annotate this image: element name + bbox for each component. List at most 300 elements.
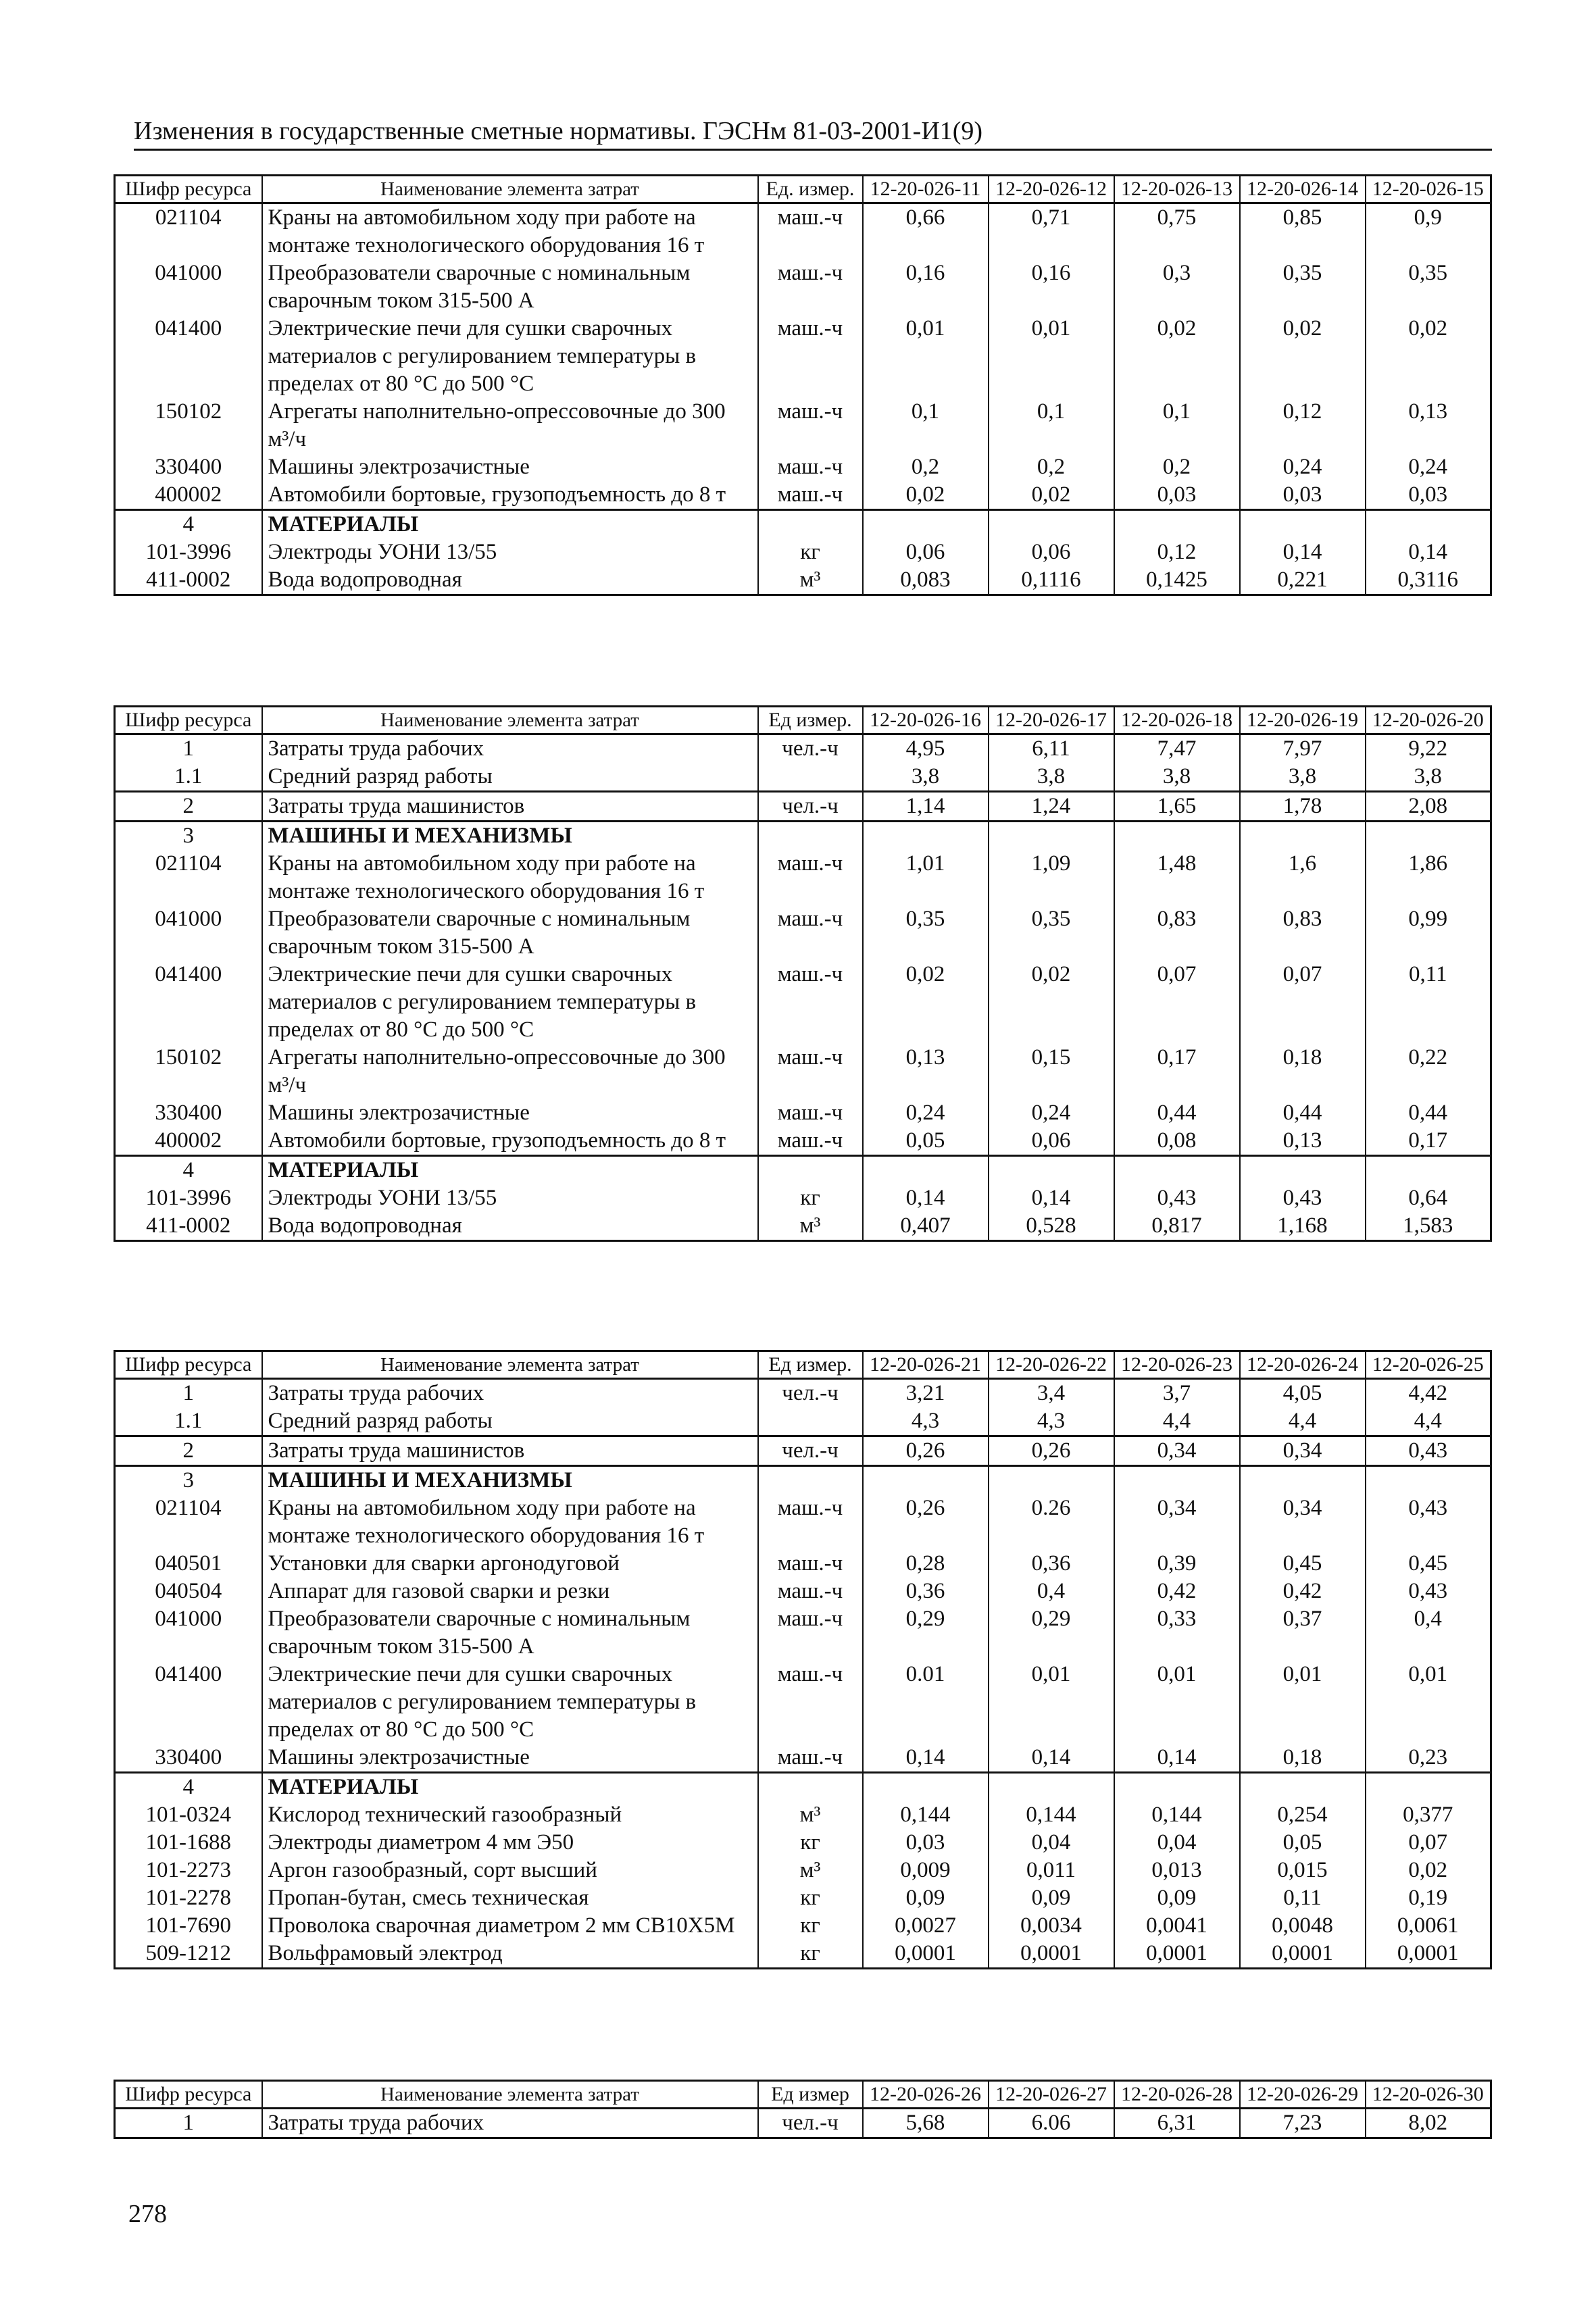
norm-value: 0,13 <box>1366 398 1491 453</box>
norm-value: 0,12 <box>1114 538 1240 566</box>
column-header-unit: Ед измер <box>758 2081 863 2109</box>
resource-code: 101-3996 <box>115 538 262 566</box>
resource-code: 4 <box>115 1156 262 1185</box>
resource-code: 330400 <box>115 1744 262 1773</box>
norm-value: 0,083 <box>863 566 989 595</box>
norm-value: 0,02 <box>863 481 989 510</box>
norm-value: 0,02 <box>863 961 989 1044</box>
unit: маш.-ч <box>758 203 863 260</box>
unit: маш.-ч <box>758 259 863 315</box>
resource-name: Электрические печи для сушки сварочных материалов с регулированием температуры в пределах от 80 °С до 500 °С <box>262 1661 758 1744</box>
resource-name: Пропан-бутан, смесь техническая <box>262 1884 758 1912</box>
norm-value: 4,05 <box>1240 1379 1366 1408</box>
table-row <box>115 1212 1491 1241</box>
resource-code: 021104 <box>115 850 262 905</box>
norm-table-block-1 <box>114 174 1491 596</box>
norm-value: 0,05 <box>1240 1829 1366 1857</box>
resource-name: Затраты труда рабочих <box>262 2109 758 2138</box>
norm-table-block-3 <box>114 1350 1491 1969</box>
norm-value: 1,86 <box>1366 850 1491 905</box>
unit <box>758 763 863 792</box>
resource-name: Проволока сварочная диаметром 2 мм СВ10Х5М <box>262 1912 758 1940</box>
norm-value: 0,13 <box>1240 1127 1366 1156</box>
resource-name: Установки для сварки аргонодуговой <box>262 1550 758 1578</box>
norm-value <box>1114 1773 1240 1802</box>
section-row <box>115 1466 1491 1495</box>
norm-value: 0,04 <box>989 1829 1114 1857</box>
resource-name: Краны на автомобильном ходу при работе на монтаже технологического оборудования 16 т <box>262 850 758 905</box>
norm-table <box>114 1350 1492 1969</box>
norm-value: 0,2 <box>863 453 989 481</box>
section-title: МАТЕРИАЛЫ <box>262 1773 758 1802</box>
norm-value: 3,8 <box>1366 763 1491 792</box>
norm-value: 0,144 <box>863 1801 989 1829</box>
norm-value <box>989 510 1114 539</box>
resource-code: 041000 <box>115 259 262 315</box>
table-row <box>115 1578 1491 1605</box>
norm-value: 0,19 <box>1366 1884 1491 1912</box>
table-row <box>115 1884 1491 1912</box>
resource-code: 411-0002 <box>115 1212 262 1241</box>
norm-value: 0,85 <box>1240 203 1366 260</box>
unit: м³ <box>758 1801 863 1829</box>
norm-value: 3,7 <box>1114 1379 1240 1408</box>
norm-value <box>1366 1156 1491 1185</box>
norm-value: 0,254 <box>1240 1801 1366 1829</box>
norm-value: 0,03 <box>1240 481 1366 510</box>
resource-name: Затраты труда рабочих <box>262 734 758 763</box>
norm-value: 0,12 <box>1240 398 1366 453</box>
resource-name: Электроды УОНИ 13/55 <box>262 1184 758 1212</box>
section-row <box>115 822 1491 851</box>
norm-value: 6.06 <box>989 2109 1114 2138</box>
norm-value: 0,14 <box>1240 538 1366 566</box>
norm-value <box>1240 510 1366 539</box>
column-header-norm-code: 12-20-026-21 <box>863 1351 989 1379</box>
table-row <box>115 1605 1491 1661</box>
norm-value: 0,36 <box>989 1550 1114 1578</box>
column-header-norm-code: 12-20-026-13 <box>1114 176 1240 203</box>
norm-table-block-2 <box>114 705 1491 1242</box>
norm-value: 0,43 <box>1366 1436 1491 1466</box>
norm-value: 0,144 <box>989 1801 1114 1829</box>
norm-value: 0,35 <box>1240 259 1366 315</box>
norm-value: 0,22 <box>1366 1044 1491 1099</box>
norm-value: 0,34 <box>1240 1436 1366 1466</box>
unit: кг <box>758 538 863 566</box>
norm-table <box>114 705 1492 1242</box>
table-row <box>115 1912 1491 1940</box>
norm-value: 0,18 <box>1240 1744 1366 1773</box>
norm-value <box>989 1466 1114 1495</box>
norm-value: 0,15 <box>989 1044 1114 1099</box>
resource-code: 041000 <box>115 1605 262 1661</box>
table-row <box>115 398 1491 453</box>
unit: маш.-ч <box>758 315 863 398</box>
column-header-code: Шифр ресурса <box>115 1351 262 1379</box>
norm-value <box>1366 822 1491 851</box>
section-row <box>115 1773 1491 1802</box>
table-row <box>115 1436 1491 1466</box>
unit: маш.-ч <box>758 1605 863 1661</box>
resource-code: 2 <box>115 1436 262 1466</box>
unit: маш.-ч <box>758 1127 863 1156</box>
norm-value: 0,07 <box>1240 961 1366 1044</box>
norm-value: 0,377 <box>1366 1801 1491 1829</box>
column-header-norm-code: 12-20-026-22 <box>989 1351 1114 1379</box>
resource-name: Преобразователи сварочные с номинальным сварочным током 315-500 А <box>262 905 758 961</box>
table-row <box>115 1099 1491 1127</box>
resource-code: 3 <box>115 1466 262 1495</box>
table-row <box>115 1940 1491 1969</box>
resource-code: 1.1 <box>115 763 262 792</box>
resource-name: Краны на автомобильном ходу при работе на монтаже технологического оборудования 16 т <box>262 203 758 260</box>
unit: маш.-ч <box>758 398 863 453</box>
unit: м³ <box>758 566 863 595</box>
resource-name: Вода водопроводная <box>262 1212 758 1241</box>
norm-value: 0,14 <box>989 1184 1114 1212</box>
table-row <box>115 1407 1491 1436</box>
norm-value: 0,03 <box>1114 481 1240 510</box>
norm-value: 0,14 <box>863 1744 989 1773</box>
unit: чел.-ч <box>758 734 863 763</box>
norm-value: 0,24 <box>989 1099 1114 1127</box>
unit: м³ <box>758 1857 863 1884</box>
column-header-norm-code: 12-20-026-24 <box>1240 1351 1366 1379</box>
resource-code: 101-3996 <box>115 1184 262 1212</box>
norm-value: 0,16 <box>863 259 989 315</box>
unit: маш.-ч <box>758 905 863 961</box>
column-header-norm-code: 12-20-026-26 <box>863 2081 989 2109</box>
norm-value: 2,08 <box>1366 792 1491 822</box>
norm-value: 5,68 <box>863 2109 989 2138</box>
header-row <box>115 2081 1491 2109</box>
norm-value: 1,24 <box>989 792 1114 822</box>
norm-value: 1,583 <box>1366 1212 1491 1241</box>
norm-value: 0,2 <box>1114 453 1240 481</box>
norm-value: 0,07 <box>1366 1829 1491 1857</box>
resource-code: 509-1212 <box>115 1940 262 1969</box>
table-row <box>115 1857 1491 1884</box>
resource-code: 101-0324 <box>115 1801 262 1829</box>
unit: маш.-ч <box>758 1578 863 1605</box>
norm-value <box>1114 1466 1240 1495</box>
resource-code: 101-7690 <box>115 1912 262 1940</box>
column-header-name: Наименование элемента затрат <box>262 176 758 203</box>
unit <box>758 1156 863 1185</box>
resource-code: 021104 <box>115 203 262 260</box>
norm-value: 0,221 <box>1240 566 1366 595</box>
unit <box>758 822 863 851</box>
norm-value: 0,1425 <box>1114 566 1240 595</box>
column-header-norm-code: 12-20-026-16 <box>863 707 989 734</box>
resource-name: Агрегаты наполнительно-опрессовочные до 300 м³/ч <box>262 398 758 453</box>
norm-value: 0,06 <box>989 1127 1114 1156</box>
table-row <box>115 2109 1491 2138</box>
norm-value: 0,09 <box>1114 1884 1240 1912</box>
resource-name: Затраты труда машинистов <box>262 1436 758 1466</box>
norm-value: 0,1 <box>863 398 989 453</box>
norm-value: 0,26 <box>863 1436 989 1466</box>
column-header-norm-code: 12-20-026-15 <box>1366 176 1491 203</box>
norm-value: 0,42 <box>1114 1578 1240 1605</box>
norm-value: 1,01 <box>863 850 989 905</box>
norm-value: 0,09 <box>863 1884 989 1912</box>
norm-value: 0,0001 <box>863 1940 989 1969</box>
table-row <box>115 1550 1491 1578</box>
norm-value: 0,13 <box>863 1044 989 1099</box>
table-row <box>115 1744 1491 1773</box>
column-header-unit: Ед. измер. <box>758 176 863 203</box>
table-row <box>115 1044 1491 1099</box>
norm-value: 0,3116 <box>1366 566 1491 595</box>
column-header-norm-code: 12-20-026-18 <box>1114 707 1240 734</box>
norm-value: 1,168 <box>1240 1212 1366 1241</box>
norm-value: 4,4 <box>1366 1407 1491 1436</box>
table-row <box>115 763 1491 792</box>
norm-value <box>1366 1773 1491 1802</box>
norm-value: 0,01 <box>989 315 1114 398</box>
unit: чел.-ч <box>758 1379 863 1408</box>
norm-value: 0,1 <box>989 398 1114 453</box>
norm-value: 0,817 <box>1114 1212 1240 1241</box>
column-header-unit: Ед измер. <box>758 707 863 734</box>
unit: маш.-ч <box>758 1044 863 1099</box>
resource-code: 4 <box>115 510 262 539</box>
table-row <box>115 792 1491 822</box>
column-header-norm-code: 12-20-026-20 <box>1366 707 1491 734</box>
norm-value: 0,1 <box>1114 398 1240 453</box>
column-header-norm-code: 12-20-026-29 <box>1240 2081 1366 2109</box>
norm-value: 4,95 <box>863 734 989 763</box>
table-row <box>115 315 1491 398</box>
norm-value: 0,14 <box>863 1184 989 1212</box>
norm-value: 0,01 <box>1114 1661 1240 1744</box>
norm-value: 1,14 <box>863 792 989 822</box>
resource-name: Аргон газообразный, сорт высший <box>262 1857 758 1884</box>
norm-value: 0,407 <box>863 1212 989 1241</box>
norm-value: 4,4 <box>1240 1407 1366 1436</box>
norm-value: 0,03 <box>863 1829 989 1857</box>
norm-value <box>863 1156 989 1185</box>
resource-name: Машины электрозачистные <box>262 453 758 481</box>
unit: кг <box>758 1829 863 1857</box>
norm-value: 0,0001 <box>989 1940 1114 1969</box>
table-row <box>115 1829 1491 1857</box>
section-title: МАТЕРИАЛЫ <box>262 1156 758 1185</box>
column-header-code: Шифр ресурса <box>115 176 262 203</box>
norm-value: 0.01 <box>863 1661 989 1744</box>
norm-value <box>989 1773 1114 1802</box>
table-row <box>115 734 1491 763</box>
section-title: МАШИНЫ И МЕХАНИЗМЫ <box>262 1466 758 1495</box>
norm-value: 0,02 <box>989 961 1114 1044</box>
norm-value: 3,21 <box>863 1379 989 1408</box>
norm-value: 0,64 <box>1366 1184 1491 1212</box>
column-header-norm-code: 12-20-026-25 <box>1366 1351 1491 1379</box>
unit: кг <box>758 1940 863 1969</box>
resource-code: 041400 <box>115 315 262 398</box>
norm-value: 0,24 <box>1366 453 1491 481</box>
norm-value: 0,01 <box>989 1661 1114 1744</box>
norm-value: 0,35 <box>863 905 989 961</box>
table-row <box>115 1127 1491 1156</box>
norm-value: 6,11 <box>989 734 1114 763</box>
norm-value: 0,06 <box>863 538 989 566</box>
norm-value: 0,14 <box>989 1744 1114 1773</box>
norm-value <box>1114 1156 1240 1185</box>
norm-value: 0,015 <box>1240 1857 1366 1884</box>
resource-code: 1 <box>115 734 262 763</box>
table-row <box>115 961 1491 1044</box>
resource-name: Вода водопроводная <box>262 566 758 595</box>
norm-value <box>1114 822 1240 851</box>
norm-value: 0,75 <box>1114 203 1240 260</box>
norm-value: 4,4 <box>1114 1407 1240 1436</box>
norm-value: 0,0041 <box>1114 1912 1240 1940</box>
table-row <box>115 1801 1491 1829</box>
norm-value <box>863 822 989 851</box>
norm-value: 0,44 <box>1114 1099 1240 1127</box>
resource-code: 330400 <box>115 1099 262 1127</box>
table-row <box>115 538 1491 566</box>
unit: маш.-ч <box>758 961 863 1044</box>
norm-value: 0,9 <box>1366 203 1491 260</box>
table-row <box>115 1661 1491 1744</box>
norm-value: 0,29 <box>989 1605 1114 1661</box>
norm-value: 7,97 <box>1240 734 1366 763</box>
table-row <box>115 905 1491 961</box>
norm-value: 0,009 <box>863 1857 989 1884</box>
norm-value: 0,24 <box>863 1099 989 1127</box>
norm-value: 0,02 <box>989 481 1114 510</box>
resource-name: Машины электрозачистные <box>262 1744 758 1773</box>
page-header: Изменения в государственные сметные нормативы. ГЭСНм 81-03-2001-И1(9) <box>134 115 1492 151</box>
unit: маш.-ч <box>758 1744 863 1773</box>
unit: чел.-ч <box>758 792 863 822</box>
unit <box>758 1773 863 1802</box>
norm-value <box>863 510 989 539</box>
column-header-norm-code: 12-20-026-12 <box>989 176 1114 203</box>
table-row <box>115 259 1491 315</box>
norm-value: 0,44 <box>1240 1099 1366 1127</box>
norm-value: 3,8 <box>863 763 989 792</box>
unit: маш.-ч <box>758 481 863 510</box>
norm-value: 0,35 <box>989 905 1114 961</box>
resource-code: 330400 <box>115 453 262 481</box>
column-header-norm-code: 12-20-026-11 <box>863 176 989 203</box>
column-header-norm-code: 12-20-026-30 <box>1366 2081 1491 2109</box>
resource-code: 1.1 <box>115 1407 262 1436</box>
resource-name: Электрические печи для сушки сварочных материалов с регулированием температуры в пределах от 80 °С до 500 °С <box>262 961 758 1044</box>
resource-code: 101-2278 <box>115 1884 262 1912</box>
column-header-name: Наименование элемента затрат <box>262 2081 758 2109</box>
resource-name: Вольфрамовый электрод <box>262 1940 758 1969</box>
resource-name: Электрические печи для сушки сварочных материалов с регулированием температуры в пределах от 80 °С до 500 °С <box>262 315 758 398</box>
resource-name: Затраты труда рабочих <box>262 1379 758 1408</box>
norm-value: 0,71 <box>989 203 1114 260</box>
norm-value: 0,42 <box>1240 1578 1366 1605</box>
resource-code: 021104 <box>115 1494 262 1550</box>
resource-name: Краны на автомобильном ходу при работе на монтаже технологического оборудования 16 т <box>262 1494 758 1550</box>
norm-value: 1,65 <box>1114 792 1240 822</box>
norm-value: 0,02 <box>1366 315 1491 398</box>
resource-name: Машины электрозачистные <box>262 1099 758 1127</box>
resource-code: 150102 <box>115 398 262 453</box>
resource-name: Агрегаты наполнительно-опрессовочные до 300 м³/ч <box>262 1044 758 1099</box>
unit <box>758 1407 863 1436</box>
unit: маш.-ч <box>758 1661 863 1744</box>
resource-name: Аппарат для газовой сварки и резки <box>262 1578 758 1605</box>
norm-value: 0,1116 <box>989 566 1114 595</box>
norm-value: 0,36 <box>863 1578 989 1605</box>
norm-value: 0,4 <box>989 1578 1114 1605</box>
resource-code: 150102 <box>115 1044 262 1099</box>
norm-value <box>1240 1156 1366 1185</box>
norm-value: 0,03 <box>1366 481 1491 510</box>
norm-value: 0,0034 <box>989 1912 1114 1940</box>
norm-value: 0,45 <box>1240 1550 1366 1578</box>
norm-value: 0,08 <box>1114 1127 1240 1156</box>
norm-value: 3,8 <box>989 763 1114 792</box>
norm-value: 0,0001 <box>1240 1940 1366 1969</box>
norm-value: 0,01 <box>1366 1661 1491 1744</box>
norm-value: 9,22 <box>1366 734 1491 763</box>
resource-code: 1 <box>115 2109 262 2138</box>
resource-code: 101-2273 <box>115 1857 262 1884</box>
resource-code: 2 <box>115 792 262 822</box>
norm-value: 0,4 <box>1366 1605 1491 1661</box>
unit: кг <box>758 1912 863 1940</box>
norm-value: 0,3 <box>1114 259 1240 315</box>
header-row <box>115 1351 1491 1379</box>
column-header-norm-code: 12-20-026-27 <box>989 2081 1114 2109</box>
norm-value: 0,43 <box>1366 1494 1491 1550</box>
norm-value <box>1240 1773 1366 1802</box>
norm-value: 0,39 <box>1114 1550 1240 1578</box>
norm-value: 0,83 <box>1114 905 1240 961</box>
section-title: МАШИНЫ И МЕХАНИЗМЫ <box>262 822 758 851</box>
norm-value <box>863 1466 989 1495</box>
norm-value: 0,18 <box>1240 1044 1366 1099</box>
norm-value <box>1114 510 1240 539</box>
norm-value: 4,3 <box>863 1407 989 1436</box>
norm-value: 0,528 <box>989 1212 1114 1241</box>
norm-value: 0,11 <box>1240 1884 1366 1912</box>
unit: маш.-ч <box>758 1099 863 1127</box>
header-row <box>115 707 1491 734</box>
resource-code: 041400 <box>115 961 262 1044</box>
column-header-code: Шифр ресурса <box>115 707 262 734</box>
norm-value: 0,0048 <box>1240 1912 1366 1940</box>
norm-value: 0,66 <box>863 203 989 260</box>
norm-value: 0,44 <box>1366 1099 1491 1127</box>
norm-value <box>863 1773 989 1802</box>
norm-value: 7,47 <box>1114 734 1240 763</box>
resource-code: 400002 <box>115 1127 262 1156</box>
norm-value: 0,34 <box>1114 1436 1240 1466</box>
norm-value: 7,23 <box>1240 2109 1366 2138</box>
norm-value: 3,4 <box>989 1379 1114 1408</box>
norm-value: 0,02 <box>1366 1857 1491 1884</box>
norm-value: 0,16 <box>989 259 1114 315</box>
norm-value: 0,43 <box>1240 1184 1366 1212</box>
norm-value: 0,144 <box>1114 1801 1240 1829</box>
resource-code: 101-1688 <box>115 1829 262 1857</box>
column-header-norm-code: 12-20-026-23 <box>1114 1351 1240 1379</box>
norm-value <box>1240 1466 1366 1495</box>
norm-value <box>1366 1466 1491 1495</box>
